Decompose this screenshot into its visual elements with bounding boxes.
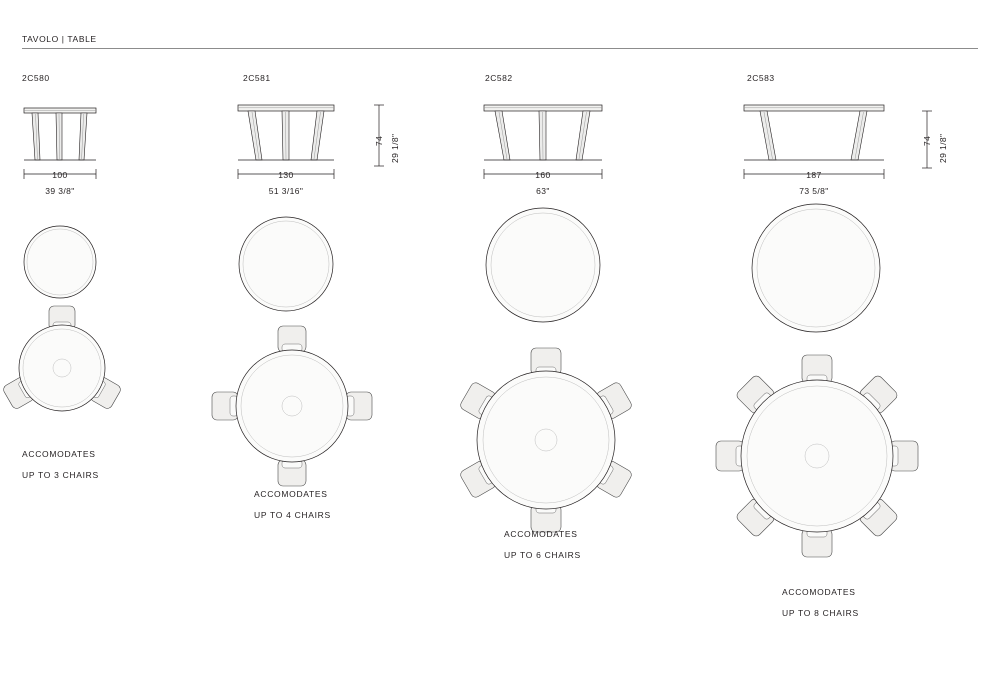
caption-line2-3: UP TO 6 CHAIRS xyxy=(504,550,581,560)
top-view-circle-3 xyxy=(476,208,646,324)
width-cm-2: 130 xyxy=(278,170,294,180)
caption-line2-1: UP TO 3 CHAIRS xyxy=(22,470,99,480)
caption-line1-2: ACCOMODATES xyxy=(254,489,328,499)
width-cm-4: 187 xyxy=(806,170,822,180)
height-inch-2: 29 1/8" xyxy=(390,133,400,163)
width-inch-1: 39 3/8" xyxy=(45,186,75,196)
elevation-drawing-3 xyxy=(476,100,646,170)
top-view-circle-4 xyxy=(736,204,926,332)
caption-line2-4: UP TO 8 CHAIRS xyxy=(782,608,859,618)
page-title: TAVOLO | TABLE xyxy=(22,34,97,44)
header-divider xyxy=(22,48,978,49)
width-inch-2: 51 3/16" xyxy=(268,186,304,196)
width-inch-4: 73 5/8" xyxy=(799,186,829,196)
width-cm-1: 100 xyxy=(52,170,68,180)
elevation-drawing-4 xyxy=(736,100,926,170)
product-code-3: 2C582 xyxy=(485,73,513,83)
product-code-2: 2C581 xyxy=(243,73,271,83)
caption-line1-1: ACCOMODATES xyxy=(22,449,96,459)
width-cm-3: 160 xyxy=(535,170,551,180)
elevation-drawing-2 xyxy=(232,100,382,170)
height-cm-2: 74 xyxy=(374,135,384,146)
height-inch-4: 29 1/8" xyxy=(938,133,948,163)
height-cm-4: 74 xyxy=(922,135,932,146)
product-code-1: 2C580 xyxy=(22,73,50,83)
width-inch-3: 63" xyxy=(536,186,550,196)
caption-line1-3: ACCOMODATES xyxy=(504,529,578,539)
top-view-circle-1 xyxy=(18,218,128,310)
product-code-4: 2C583 xyxy=(747,73,775,83)
top-view-circle-2 xyxy=(232,212,382,316)
caption-line2-2: UP TO 4 CHAIRS xyxy=(254,510,331,520)
seating-plan-3 xyxy=(458,352,634,528)
seating-plan-4 xyxy=(726,356,922,556)
caption-line1-4: ACCOMODATES xyxy=(782,587,856,597)
seating-plan-2 xyxy=(222,332,368,482)
seating-plan-1 xyxy=(8,312,128,426)
elevation-drawing-1 xyxy=(18,108,128,170)
